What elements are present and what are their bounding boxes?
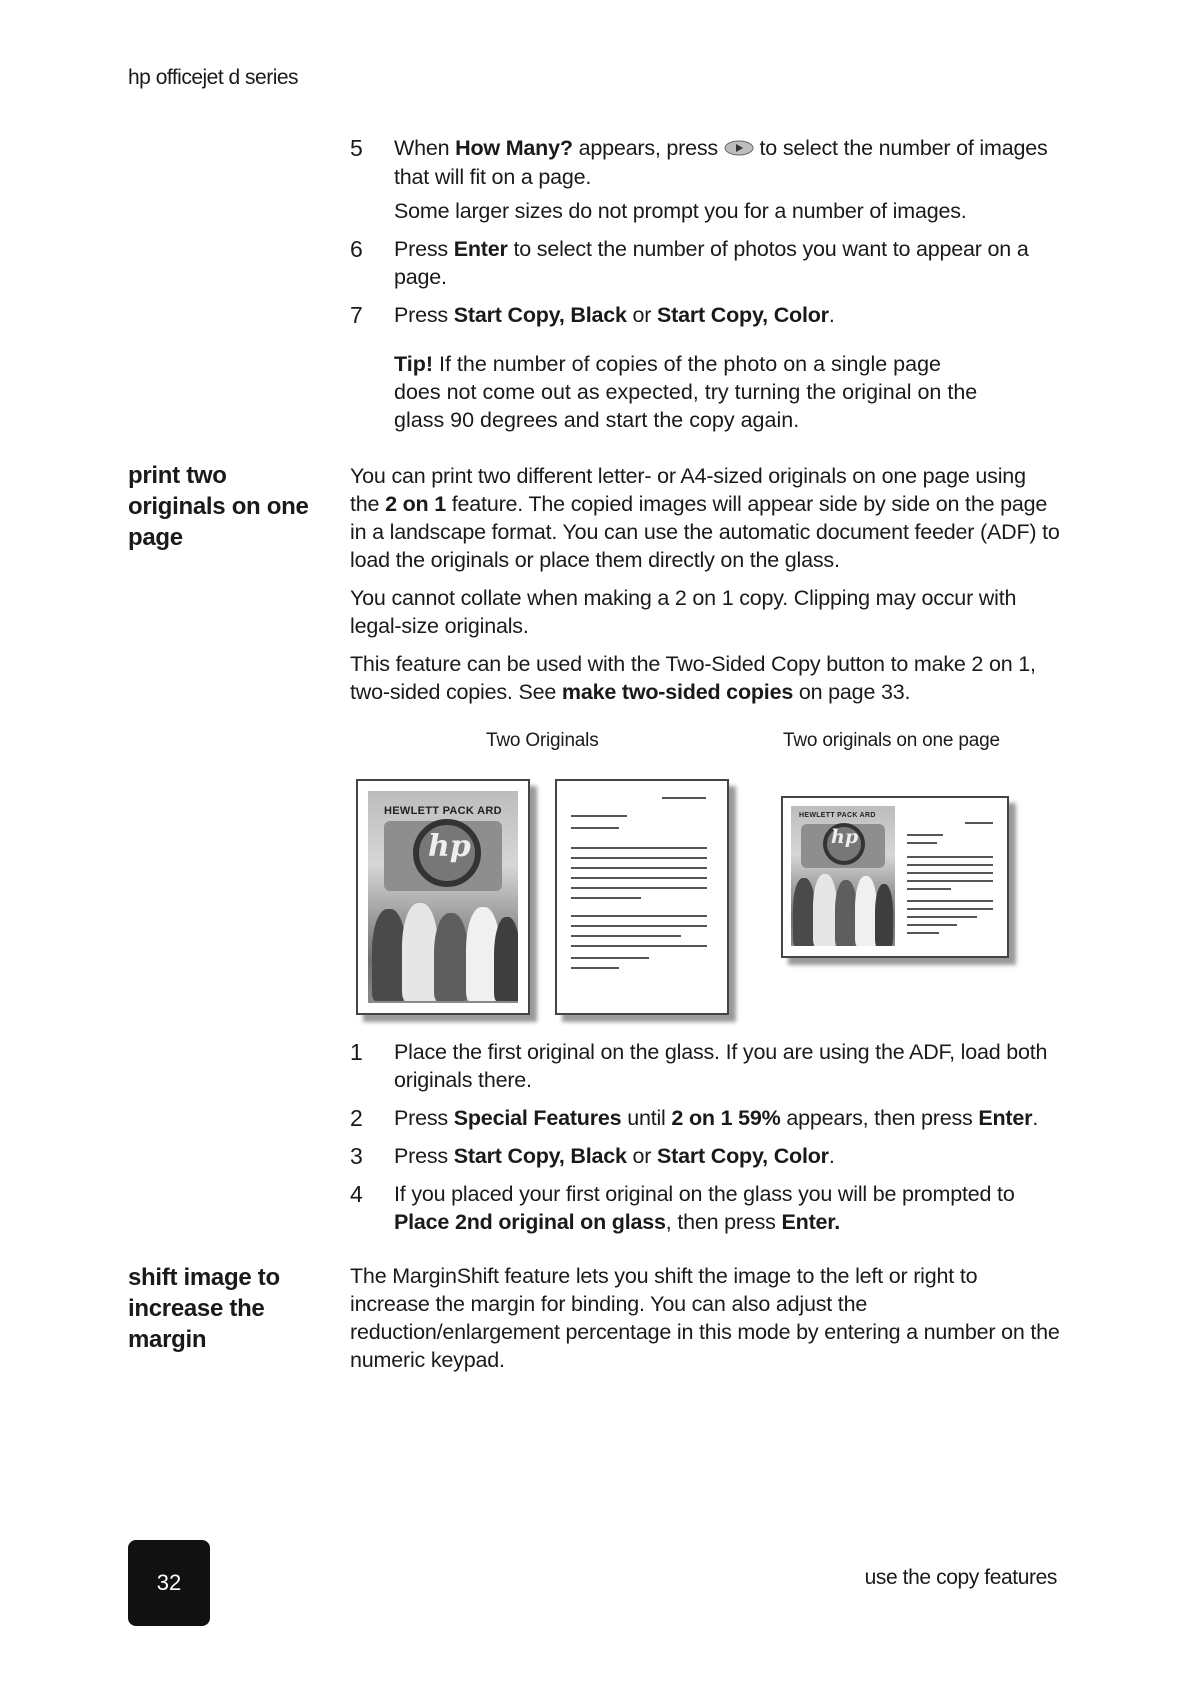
- text-line: [571, 925, 707, 927]
- step-7: [350, 301, 1060, 329]
- text-line: [907, 880, 993, 882]
- step-text-part: to select the number of photos you want to appear on a page.: [394, 237, 1029, 290]
- step-1: [350, 1038, 1060, 1094]
- step-bold: Place 2nd original on glass: [394, 1210, 666, 1234]
- paragraph: The MarginShift feature lets you shift the image to the left or right to increase the margin for binding. You can also adjust the reduction/enlargement percentage in this mode by entering a number on the numeric keypad.: [350, 1264, 1060, 1372]
- step-text-part: or: [626, 303, 658, 328]
- tip-box: [394, 350, 984, 434]
- text-line: [907, 872, 993, 874]
- step-bold: 2 on 1 59%: [671, 1106, 781, 1130]
- paragraph-text: feature. The copied images will appear side by side on the page in a landscape format. You can use the automatic document feeder (ADF) to load the originals or place them directly on the glass.: [350, 492, 1060, 572]
- section-heading-print-two: print two originals on one page: [128, 462, 309, 551]
- top-steps: [350, 134, 1060, 339]
- step-text-part: When: [394, 136, 456, 160]
- child-figure: [434, 913, 468, 1001]
- step-text: [394, 1180, 1060, 1236]
- step-number: 3: [350, 1143, 363, 1169]
- text-line: [907, 842, 937, 844]
- paragraph-text: You can print two different letter- or A4-sized originals on one page using the: [350, 464, 1026, 516]
- step-text: [394, 235, 1060, 291]
- child-figure: [372, 909, 406, 1001]
- step-number: 2: [350, 1105, 363, 1131]
- page-number: 32: [156, 1570, 182, 1595]
- text-line: [907, 864, 993, 866]
- text-line: [907, 924, 957, 926]
- paragraph: [350, 462, 1060, 574]
- step-bold: Enter.: [781, 1210, 841, 1234]
- step-number: 1: [350, 1039, 363, 1065]
- child-figure: [793, 878, 815, 946]
- step-text-part: , then press: [665, 1210, 782, 1234]
- step-subtext: Some larger sizes do not prompt you for a number of images.: [394, 199, 967, 224]
- step-text-part: .: [828, 303, 835, 328]
- section-shift-image-body: [350, 1262, 1060, 1384]
- text-line: [907, 916, 977, 918]
- step-text-part: Press: [394, 1144, 454, 1168]
- running-header: hp officejet d series: [128, 66, 299, 89]
- step-bold: Start Copy, Color: [657, 1144, 829, 1168]
- step-bold: Start Copy, Color: [657, 303, 829, 328]
- text-line: [907, 856, 993, 858]
- logo-lettering: hp: [831, 826, 859, 848]
- step-number: 5: [350, 135, 363, 161]
- step-bold: Start Copy, Black: [453, 303, 627, 328]
- step-5: [350, 134, 1060, 225]
- text-line: [965, 822, 993, 824]
- step-number: 7: [350, 302, 363, 329]
- child-figure: [835, 880, 857, 946]
- text-line: [571, 897, 641, 899]
- step-text-part: .: [828, 1144, 835, 1168]
- paragraph: You cannot collate when making a 2 on 1 copy. Clipping may occur with legal-size originals.: [350, 586, 1017, 638]
- bottom-steps: [350, 1038, 1060, 1246]
- step-text: [394, 1142, 1060, 1170]
- text-line: [571, 915, 707, 917]
- step-text-part: Press: [394, 237, 454, 262]
- text-line: [571, 857, 707, 859]
- step-text: [394, 134, 1060, 191]
- step-text: Place the first original on the glass. If you are using the ADF, load both originals there.: [394, 1040, 1048, 1092]
- step-text-part: Press: [394, 1106, 454, 1130]
- photo-image: [368, 791, 518, 1003]
- child-figure: [402, 903, 438, 1001]
- step-bold: Enter: [978, 1106, 1033, 1130]
- step-bold: Enter: [453, 237, 508, 262]
- cross-reference-link[interactable]: make two-sided copies: [561, 680, 794, 704]
- child-figure: [855, 876, 877, 946]
- logo-lettering: hp: [428, 829, 471, 864]
- step-4: [350, 1180, 1060, 1236]
- paragraph-bold: 2 on 1: [385, 492, 446, 516]
- step-text-part: .: [1032, 1106, 1039, 1130]
- step-6: [350, 235, 1060, 291]
- step-text-part: appears, then press: [780, 1106, 979, 1130]
- step-text-part: to select the number of images that will fit on a page.: [394, 136, 1048, 190]
- text-line: [571, 945, 707, 947]
- step-bold: How Many?: [455, 136, 573, 160]
- text-line: [571, 877, 707, 879]
- step-text: [394, 1104, 1060, 1132]
- text-line: [907, 908, 993, 910]
- step-text-part: until: [621, 1106, 672, 1130]
- footer-section-title: use the copy features: [864, 1566, 1057, 1589]
- tip-text: If the number of copies of the photo on a single page does not come out as expected, try turning the original on the glass 90 degrees and start the copy again.: [394, 352, 978, 432]
- step-2: [350, 1104, 1060, 1132]
- step-number: 4: [350, 1181, 363, 1207]
- text-line: [571, 847, 707, 849]
- text-line: [571, 967, 619, 969]
- text-line: [571, 935, 681, 937]
- tip-label: Tip!: [394, 352, 434, 376]
- original-photo-page: [356, 779, 530, 1015]
- brand-text: HEWLETT PACK ARD: [384, 805, 502, 817]
- combined-landscape-page: [781, 796, 1009, 958]
- child-figure: [494, 917, 518, 1001]
- step-bold: Special Features: [453, 1106, 622, 1130]
- paragraph: [350, 650, 1060, 706]
- text-line: [571, 957, 649, 959]
- text-line: [907, 900, 993, 902]
- step-text: [394, 301, 1060, 329]
- step-text-part: Press: [394, 303, 454, 328]
- step-text-part: or: [626, 1144, 658, 1168]
- text-line: [662, 797, 706, 799]
- paragraph-text: This feature can be used with the Two-Sided Copy button to make 2 on 1, two-sided copies. See: [350, 652, 1036, 704]
- page-number-badge: [128, 1540, 210, 1626]
- text-line: [571, 815, 627, 817]
- step-3: [350, 1142, 1060, 1170]
- combined-photo: [791, 806, 895, 946]
- section-heading-shift-image: shift image to increase the margin: [128, 1264, 280, 1353]
- caption-two-originals: Two Originals: [486, 730, 599, 751]
- child-figure: [813, 874, 837, 946]
- paragraph-text: on page 33.: [793, 680, 911, 704]
- text-line: [571, 887, 707, 889]
- step-number: 6: [350, 236, 363, 263]
- step-bold: Start Copy, Black: [453, 1144, 627, 1168]
- text-line: [907, 932, 939, 934]
- step-text-part: appears, press: [572, 136, 724, 160]
- right-arrow-button-icon: [724, 135, 754, 163]
- brand-text: HEWLETT PACK ARD: [799, 812, 876, 819]
- text-line: [571, 827, 619, 829]
- child-figure: [875, 884, 893, 946]
- text-line: [907, 888, 951, 890]
- text-line: [571, 867, 707, 869]
- caption-two-on-one: Two originals on one page: [783, 730, 1000, 751]
- original-text-page: [555, 779, 729, 1015]
- text-line: [907, 834, 943, 836]
- step-text-part: If you placed your first original on the glass you will be prompted to: [394, 1182, 1015, 1206]
- section-print-two-body: [350, 462, 1060, 716]
